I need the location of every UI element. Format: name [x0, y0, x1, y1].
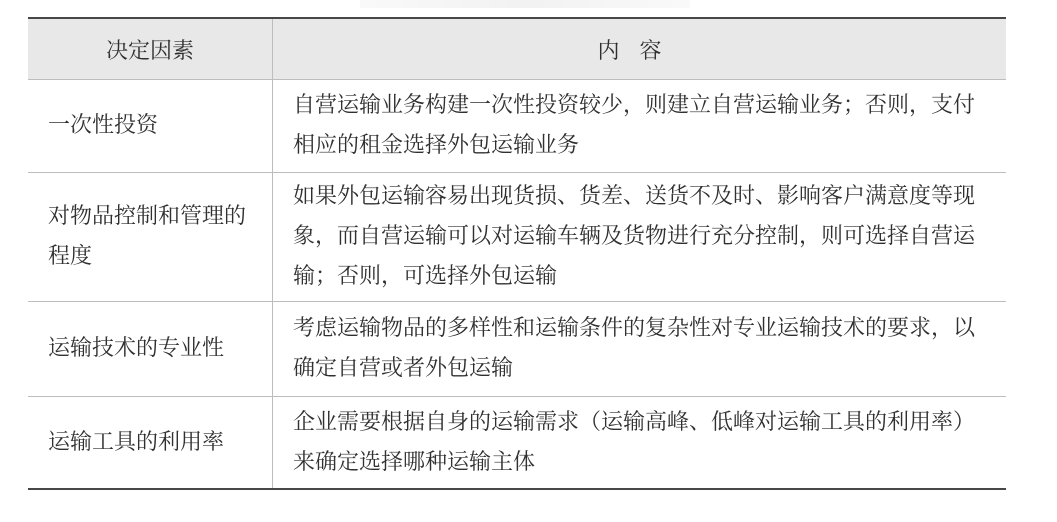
content-cell: 企业需要根据自身的运输需求（运输高峰、低峰对运输工具的利用率）来确定选择哪种运输主体	[273, 397, 1007, 490]
factor-cell: 运输技术的专业性	[28, 302, 273, 397]
content-cell: 如果外包运输容易出现货损、货差、送货不及时、影响客户满意度等现象，而自营运输可以对运输车辆及货物进行充分控制，则可选择自营运输；否则，可选择外包运输	[273, 173, 1007, 302]
table-header-row	[28, 18, 1006, 80]
table-row	[28, 397, 1006, 490]
table-row	[28, 173, 1006, 302]
factor-cell: 运输工具的利用率	[28, 397, 273, 490]
cropped-caption-fragment	[360, 0, 690, 8]
content-cell: 自营运输业务构建一次性投资较少，则建立自营运输业务；否则，支付相应的租金选择外包运输业务	[273, 80, 1007, 173]
content-cell: 考虑运输物品的多样性和运输条件的复杂性对专业运输技术的要求，以确定自营或者外包运输	[273, 302, 1007, 397]
factor-cell: 对物品控制和管理的程度	[28, 173, 273, 302]
header-factor: 决定因素	[28, 18, 273, 80]
factor-cell: 一次性投资	[28, 80, 273, 173]
header-content: 内容	[273, 18, 1007, 80]
decision-factor-table	[28, 17, 1006, 490]
table-row	[28, 80, 1006, 173]
table-row	[28, 302, 1006, 397]
